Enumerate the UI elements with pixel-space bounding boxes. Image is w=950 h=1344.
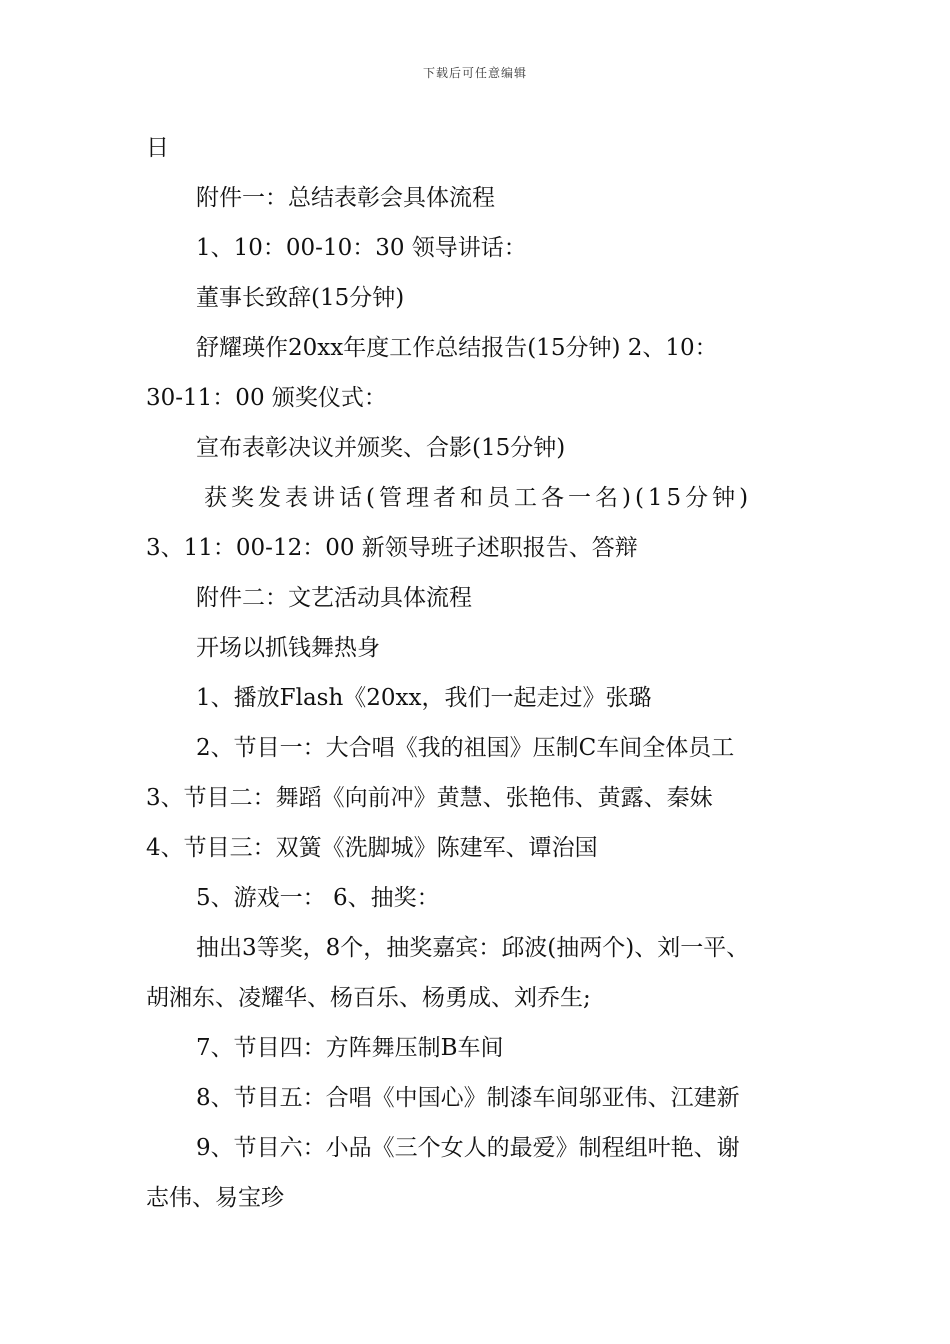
section-heading-attachment-2: 附件二：文艺活动具体流程 bbox=[196, 585, 472, 611]
text-line: 董事长致辞(15分钟) bbox=[196, 285, 405, 311]
text-line: 抽出3等奖，8个，抽奖嘉宾：邱波(抽两个)、刘一平、 bbox=[196, 935, 750, 961]
text-line: 1、播放Flash《20xx，我们一起走过》张璐 bbox=[196, 685, 652, 711]
text-line: 2、节目一：大合唱《我的祖国》压制C车间全体员工 bbox=[196, 735, 735, 761]
text-line: 志伟、易宝珍 bbox=[146, 1185, 284, 1211]
text-line: 4、节目三：双簧《洗脚城》陈建军、谭治国 bbox=[146, 835, 598, 861]
text-line: 3、11：00-12：00 新领导班子述职报告、答辩 bbox=[146, 535, 638, 561]
text-line: 胡湘东、凌耀华、杨百乐、杨勇成、刘乔生; bbox=[146, 985, 591, 1011]
text-line: 9、节目六：小品《三个女人的最爱》制程组叶艳、谢 bbox=[196, 1135, 740, 1161]
text-line: 5、游戏一： 6、抽奖： bbox=[196, 885, 440, 911]
text-line: 日 bbox=[146, 135, 169, 161]
text-line: 7、节目四：方阵舞压制B车间 bbox=[196, 1035, 504, 1061]
text-line: 3、节目二：舞蹈《向前冲》黄慧、张艳伟、黄露、秦妹 bbox=[146, 785, 713, 811]
page-header: 下载后可任意编辑 bbox=[422, 66, 527, 80]
text-line: 1、10：00-10：30 领导讲话： bbox=[196, 235, 527, 261]
text-line: 宣布表彰决议并颁奖、合影(15分钟) bbox=[196, 435, 566, 461]
text-line: 获奖发表讲话(管理者和员工各一名)(15分钟) bbox=[204, 485, 753, 511]
text-line: 30-11：00 颁奖仪式： bbox=[146, 385, 387, 411]
text-line: 开场以抓钱舞热身 bbox=[196, 635, 380, 661]
section-heading-attachment-1: 附件一：总结表彰会具体流程 bbox=[196, 185, 495, 211]
text-line: 舒耀瑛作20xx年度工作总结报告(15分钟) 2、10： bbox=[196, 335, 718, 361]
text-line: 8、节目五：合唱《中国心》制漆车间邬亚伟、江建新 bbox=[196, 1085, 740, 1111]
document-body bbox=[146, 128, 826, 1228]
